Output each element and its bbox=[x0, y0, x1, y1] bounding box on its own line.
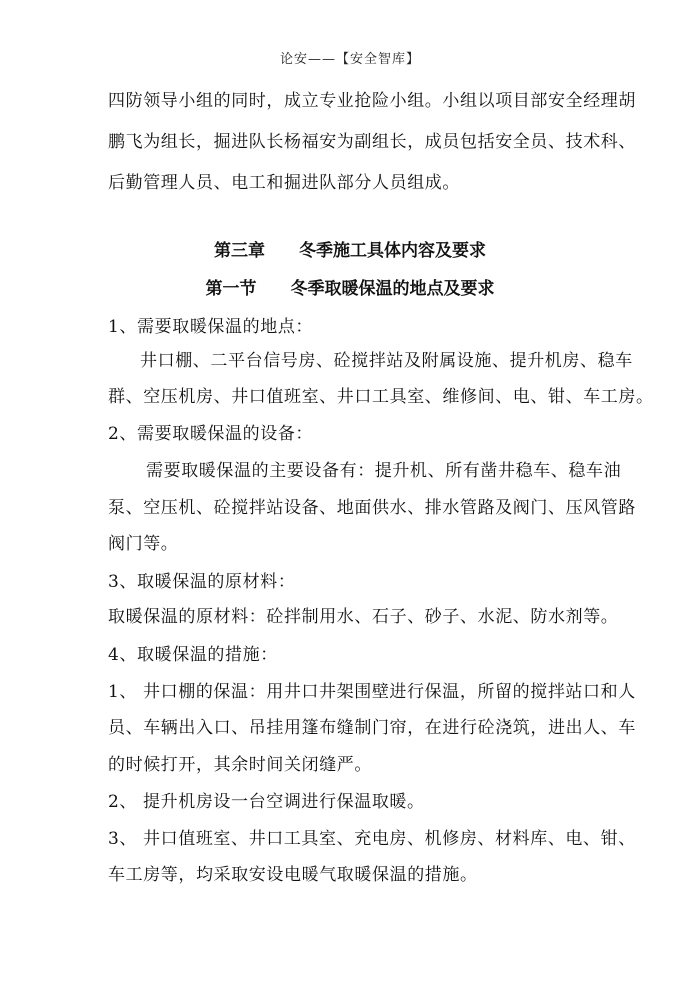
measure-line: 1、 井口棚的保温：用井口井架围壁进行保温，所留的搅拌站口和人 bbox=[108, 682, 636, 702]
paragraph-line: 需要取暖保温的主要设备有：提升机、所有凿井稳车、稳车油 bbox=[146, 461, 622, 481]
measure-line: 3、 井口值班室、井口工具室、充电房、机修房、材料库、电、钳、 bbox=[108, 829, 636, 849]
item-heading: 2、需要取暖保温的设备： bbox=[108, 424, 314, 444]
paragraph-line: 井口棚、二平台信号房、砼搅拌站及附属设施、提升机房、稳车 bbox=[140, 351, 633, 371]
paragraph-line: 后勤管理人员、电工和掘进队部分人员组成。 bbox=[108, 173, 460, 193]
section-title: 冬季取暖保温的地点及要求 bbox=[290, 279, 495, 299]
paragraph-line: 取暖保温的原材料：砼拌制用水、石子、砂子、水泥、防水剂等。 bbox=[108, 607, 619, 627]
paragraph-line: 群、空压机房、井口值班室、井口工具室、维修间、电、钳、车工房。 bbox=[108, 387, 654, 407]
chapter-number: 第三章 bbox=[214, 241, 265, 261]
measure-line: 2、 提升机房设一台空调进行保温取暖。 bbox=[108, 792, 425, 812]
section-number: 第一节 bbox=[205, 279, 257, 299]
page-header: 论安——【安全智库】 bbox=[279, 52, 420, 67]
item-heading: 1、需要取暖保温的地点： bbox=[108, 317, 314, 337]
item-heading: 4、取暖保温的措施： bbox=[108, 645, 278, 665]
measure-line: 车工房等，均采取安设电暖气取暖保温的措施。 bbox=[108, 865, 478, 885]
item-heading: 3、取暖保温的原材料： bbox=[108, 572, 296, 592]
section-heading bbox=[0, 278, 700, 300]
chapter-heading bbox=[0, 240, 700, 262]
paragraph-line: 鹏飞为组长，掘进队长杨福安为副组长，成员包括安全员、技术科、 bbox=[108, 132, 636, 152]
measure-line: 的时候打开，其余时间关闭缝严。 bbox=[108, 755, 372, 775]
measure-line: 员、车辆出入口、吊挂用篷布缝制门帘，在进行砼浇筑，进出人、车 bbox=[108, 718, 636, 738]
paragraph-line: 四防领导小组的同时，成立专业抢险小组。小组以项目部安全经理胡 bbox=[108, 91, 636, 111]
paragraph-line: 泵、空压机、砼搅拌站设备、地面供水、排水管路及阀门、压风管路 bbox=[108, 498, 636, 518]
paragraph-line: 阀门等。 bbox=[108, 534, 179, 554]
chapter-title: 冬季施工具体内容及要求 bbox=[299, 241, 486, 261]
